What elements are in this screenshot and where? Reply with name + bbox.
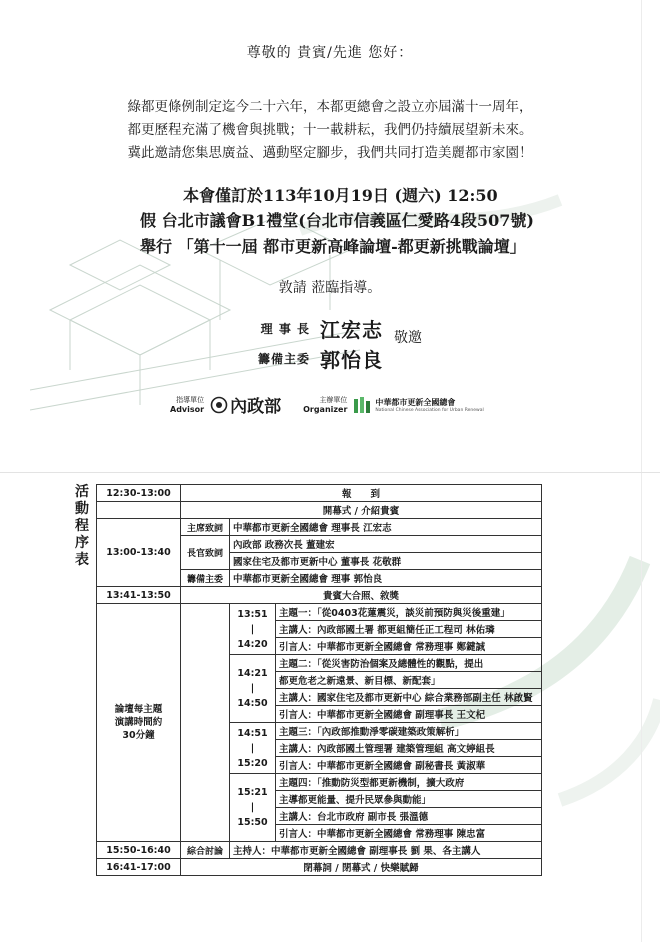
time-cell: 16:41-17:00	[97, 859, 181, 876]
page-edge	[641, 0, 642, 942]
table-row	[97, 485, 542, 502]
speaker-text: 中華都市更新全國總會 理事長 江宏志	[230, 519, 542, 536]
signer-role: 籌備主委	[257, 351, 310, 366]
paragraph-line: 冀此邀請您集思廣益、邁動堅定腳步，我們共同打造美麗都市家園！	[127, 145, 533, 161]
role-label: 綜合討論	[181, 842, 230, 859]
time-cell: 12:30-13:00	[97, 485, 181, 502]
event-title: 舉行 「第十一屆 都市更新高峰論壇-都更新挑戰論壇」	[140, 237, 526, 256]
topic-line: 引言人：中華都市更新全國總會 副理事長 王文杞	[276, 706, 542, 723]
topic-line: 主題二：「從災害防治個案及總體性的觀點，提出	[276, 655, 542, 672]
organizer-logo	[353, 396, 483, 414]
speaker-text: 主持人：中華都市更新全國總會 副理事長 劉 果、各主講人	[230, 842, 542, 859]
speaker-text: 中華都市更新全國總會 理事 郭怡良	[230, 570, 542, 587]
topic-time: 13:51 | 14:20	[230, 604, 276, 655]
topic-line: 引言人：中華都市更新全國總會 常務理事 鄭鍵誠	[276, 638, 542, 655]
role-label: 長官致詞	[181, 536, 230, 570]
association-leaf-icon	[353, 396, 371, 414]
signer-name: 江宏志	[320, 317, 383, 342]
topic-time: 15:21 | 15:50	[230, 774, 276, 842]
topic-line: 引言人：中華都市更新全國總會 副秘書長 黃淑華	[276, 757, 542, 774]
agenda-item: 閉幕詞 / 閉幕式 / 快樂賦歸	[181, 859, 542, 876]
advisor-name: 內政部	[230, 397, 282, 417]
topic-line: 主講人：內政部國土署 都更組簡任正工程司 林佑璘	[276, 621, 542, 638]
topic-time: 14:21 | 14:50	[230, 655, 276, 723]
paragraph-line: 綠都更條例制定迄今二十六年，本都更總會之設立亦屆滿十一周年，	[127, 99, 533, 115]
invite-line: 敦請 蒞臨指導。	[278, 280, 382, 296]
time-cell: 15:50-16:40	[97, 842, 181, 859]
agenda-item: 開幕式 / 介紹貴賓	[181, 502, 542, 519]
role-label: 主席致詞	[181, 519, 230, 536]
event-venue: 假 台北市議會B1禮堂(台北市信義區仁愛路4段507號)	[140, 211, 534, 230]
topic-line: 主導都更能量、提升民眾參與動能」	[276, 791, 542, 808]
organizer-name-en: National Chinese Association for Urban Renewal	[375, 407, 484, 413]
respect-text: 敬邀	[394, 330, 422, 346]
table-row	[97, 502, 542, 519]
topic-line: 主講人：國家住宅及都市更新中心 綜合業務部副主任 林啟賢	[276, 689, 542, 706]
schedule-table	[96, 484, 542, 876]
fold-line	[0, 472, 660, 473]
topic-time: 14:51 | 15:20	[230, 723, 276, 774]
time-cell: 13:41-13:50	[97, 587, 181, 604]
agenda-item: 貴賓大合照、敘獎	[181, 587, 542, 604]
organizer-name: 中華都市更新全國總會	[375, 397, 456, 407]
signature-block	[238, 313, 422, 373]
moi-logo	[210, 392, 281, 417]
table-row	[97, 842, 542, 859]
event-date: 本會僅訂於113年10月19日 (週六) 12:50	[183, 186, 498, 205]
signer-role: 理 事 長	[260, 321, 310, 336]
speaker-text: 內政部 政務次長 董建宏	[230, 536, 542, 553]
topic-line: 主題三：「內政部推動淨零碳建築政策解析」	[276, 723, 542, 740]
schedule-title: 活動程序表	[75, 484, 89, 568]
topic-line: 引言人：中華都市更新全國總會 常務理事 陳忠富	[276, 825, 542, 842]
invitation-paragraph	[40, 96, 620, 165]
agenda-item: 報 到	[181, 485, 542, 502]
time-cell: 13:00-13:40	[97, 519, 181, 587]
topic-line: 主講人：內政部國土管理署 建築管理組 高文婷組長	[276, 740, 542, 757]
table-row	[97, 859, 542, 876]
moi-emblem-icon	[210, 396, 228, 414]
greeting: 尊敬的 貴賓/先進 您好：	[246, 45, 414, 61]
topic-line: 都更危老之新遠景、新目標、新配套」	[276, 672, 542, 689]
role-label: 籌備主委	[181, 570, 230, 587]
paragraph-line: 都更歷程充滿了機會與挑戰；十一載耕耘，我們仍持續展望新未來。	[127, 122, 533, 138]
organizer-label: 主辦單位 Organizer	[303, 395, 348, 414]
panel-label: 論壇每主題 演講時間約 30分鐘	[97, 604, 181, 842]
topic-line: 主講人：台北市政府 副市長 張溫德	[276, 808, 542, 825]
table-row	[97, 519, 542, 536]
signer-name: 郭怡良	[320, 347, 383, 372]
sponsor-logos	[170, 392, 484, 417]
table-row	[97, 587, 542, 604]
advisor-label: 指導單位 Advisor	[170, 395, 205, 414]
speaker-text: 國家住宅及都市更新中心 董事長 花敬群	[230, 553, 542, 570]
table-row	[97, 604, 542, 621]
topic-line: 主題四：「推動防災型都更新機制，擴大政府	[276, 774, 542, 791]
topic-line: 主題一：「從0403花蓮震災，談災前預防與災後重建」	[276, 604, 542, 621]
